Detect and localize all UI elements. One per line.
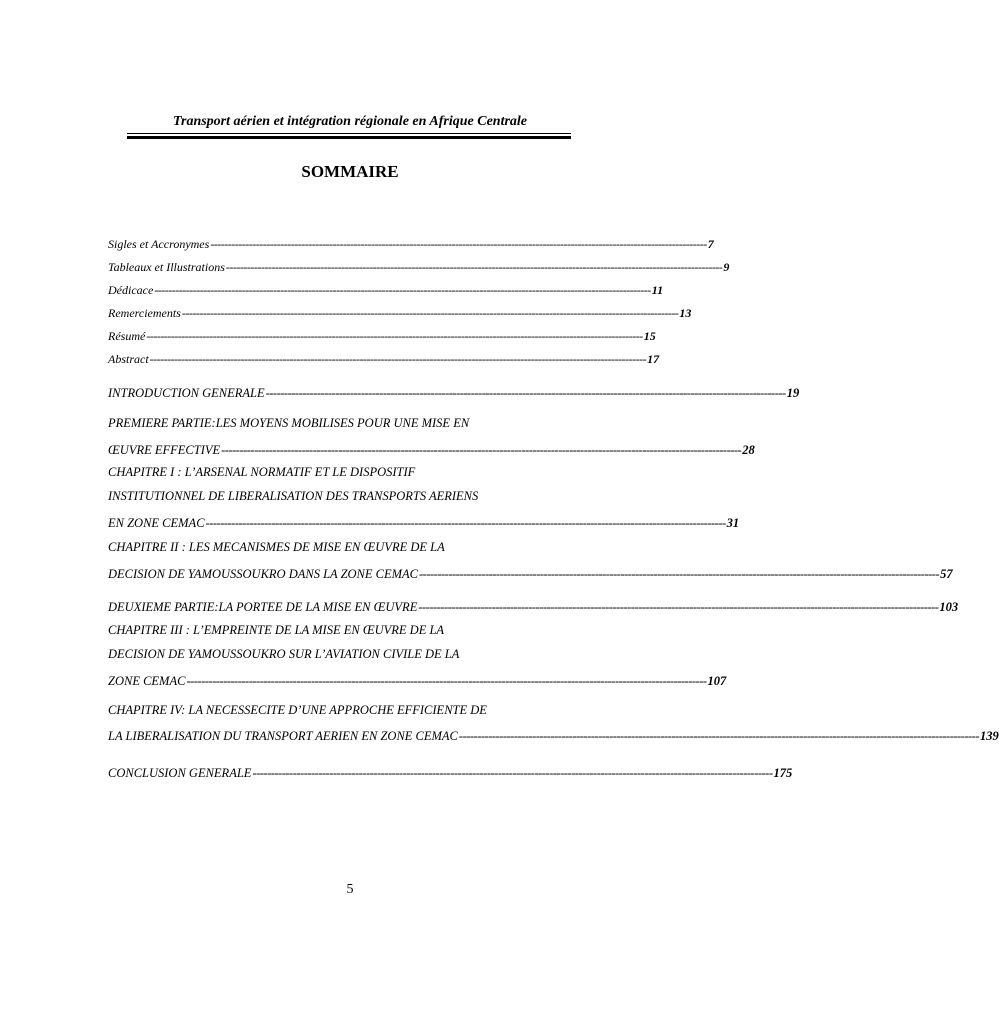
toc-leader: ---------------------------------------------------------------------------------------------------------------------------------------------- xyxy=(418,600,939,614)
header-rule-thick xyxy=(127,136,571,139)
toc-leader: ---------------------------------------------------------------------------------------------------------------------------------------------- xyxy=(154,283,651,297)
toc-entry-chapitre-3-line1[interactable]: CHAPITRE III : L’EMPREINTE DE LA MISE EN ŒUVRE DE LA xyxy=(108,623,445,637)
toc-entry-partie-1-line1[interactable]: PREMIERE PARTIE:LES MOYENS MOBILISES POUR UNE MISE EN xyxy=(108,416,470,430)
toc-entry-text: Tableaux et Illustrations xyxy=(108,260,225,274)
toc-entry-partie-1[interactable] xyxy=(108,440,755,458)
toc-entry-text: Abstract xyxy=(108,352,149,366)
toc-entry-partie-2[interactable] xyxy=(108,597,959,615)
toc-page-number: 139 xyxy=(980,729,999,743)
toc-leader: ---------------------------------------------------------------------------------------------------------------------------------------------- xyxy=(221,443,742,457)
toc-entry-chapitre-2-line1[interactable]: CHAPITRE II : LES MECANISMES DE MISE EN ŒUVRE DE LA xyxy=(108,540,445,554)
toc-page-number: 28 xyxy=(742,443,755,457)
toc-page-number: 57 xyxy=(940,567,953,581)
toc-entry-dedicace[interactable] xyxy=(108,280,664,298)
toc-page-number: 7 xyxy=(707,237,714,251)
toc-entry-chapitre-4-line1[interactable]: CHAPITRE IV: LA NECESSECITE D’UNE APPROCHE EFFICIENTE DE xyxy=(108,703,487,717)
toc-entry-conclusion[interactable] xyxy=(108,763,793,781)
toc-entry-text: EN ZONE CEMAC xyxy=(108,516,205,530)
toc-leader: ---------------------------------------------------------------------------------------------------------------------------------------------- xyxy=(205,516,726,530)
toc-leader: ---------------------------------------------------------------------------------------------------------------------------------------------- xyxy=(419,567,940,581)
toc-entry-chapitre-1[interactable] xyxy=(108,513,740,531)
toc-entry-abstract[interactable] xyxy=(108,349,660,367)
running-header: Transport aérien et intégration régionale en Afrique Centrale xyxy=(172,114,528,129)
page-number: 5 xyxy=(346,882,354,897)
toc-leader: ---------------------------------------------------------------------------------------------------------------------------------------------- xyxy=(186,674,707,688)
toc-entry-remerciements[interactable] xyxy=(108,303,692,321)
toc-page-number: 19 xyxy=(786,386,800,400)
toc-entry-text: Résumé xyxy=(108,329,146,343)
toc-entry-text: ZONE CEMAC xyxy=(108,674,186,688)
toc-entry-chapitre-1-line1[interactable]: CHAPITRE I : L’ARSENAL NORMATIF ET LE DISPOSITIF xyxy=(108,465,416,479)
toc-page-number: 13 xyxy=(679,306,692,320)
toc-leader: ---------------------------------------------------------------------------------------------------------------------------------------------- xyxy=(225,260,723,274)
toc-entry-chapitre-2[interactable] xyxy=(108,564,953,582)
toc-entry-text: Dédicace xyxy=(108,283,154,297)
toc-page-number: 11 xyxy=(651,283,664,297)
toc-leader: ---------------------------------------------------------------------------------------------------------------------------------------------- xyxy=(458,729,979,743)
toc-leader: ---------------------------------------------------------------------------------------------------------------------------------------------- xyxy=(265,386,786,400)
toc-entry-text: LA LIBERALISATION DU TRANSPORT AERIEN EN ZONE CEMAC xyxy=(108,729,458,743)
toc-entry-text: CONCLUSION GENERALE xyxy=(108,766,252,780)
toc-entry-text: Sigles et Accronymes xyxy=(108,237,210,251)
toc-leader: ---------------------------------------------------------------------------------------------------------------------------------------------- xyxy=(252,766,773,780)
toc-entry-tableaux[interactable] xyxy=(108,257,730,275)
toc-page-number: 107 xyxy=(707,674,727,688)
toc-entry-text: DEUXIEME PARTIE:LA PORTEE DE LA MISE EN ŒUVRE xyxy=(108,600,418,614)
toc-page-number: 103 xyxy=(939,600,959,614)
toc-entry-resume[interactable] xyxy=(108,326,656,344)
toc-leader: ---------------------------------------------------------------------------------------------------------------------------------------------- xyxy=(181,306,679,320)
toc-page-number: 17 xyxy=(647,352,660,366)
toc-entry-text: ŒUVRE EFFECTIVE xyxy=(108,443,221,457)
toc-entry-chapitre-3[interactable] xyxy=(108,671,727,689)
toc-entry-chapitre-4[interactable] xyxy=(108,726,999,744)
header-rule-thin xyxy=(127,133,571,134)
toc-leader: ---------------------------------------------------------------------------------------------------------------------------------------------- xyxy=(146,329,643,343)
toc-entry-chapitre-1-line2[interactable]: INSTITUTIONNEL DE LIBERALISATION DES TRANSPORTS AERIENS xyxy=(108,489,479,503)
toc-page-number: 31 xyxy=(726,516,740,530)
toc-entry-text: DECISION DE YAMOUSSOUKRO DANS LA ZONE CEMAC xyxy=(108,567,419,581)
toc-leader: ---------------------------------------------------------------------------------------------------------------------------------------------- xyxy=(210,237,707,251)
toc-page-number: 175 xyxy=(773,766,793,780)
toc-entry-sigles[interactable] xyxy=(108,234,714,252)
toc-page-number: 9 xyxy=(723,260,730,274)
toc-leader: ---------------------------------------------------------------------------------------------------------------------------------------------- xyxy=(149,352,647,366)
toc-entry-introduction[interactable] xyxy=(108,383,800,401)
toc-entry-text: Remerciements xyxy=(108,306,181,320)
toc-entry-chapitre-3-line2[interactable]: DECISION DE YAMOUSSOUKRO SUR L’AVIATION CIVILE DE LA xyxy=(108,647,460,661)
toc-page-number: 15 xyxy=(643,329,656,343)
toc-entry-text: INTRODUCTION GENERALE xyxy=(108,386,265,400)
page-title: SOMMAIRE xyxy=(301,162,399,181)
